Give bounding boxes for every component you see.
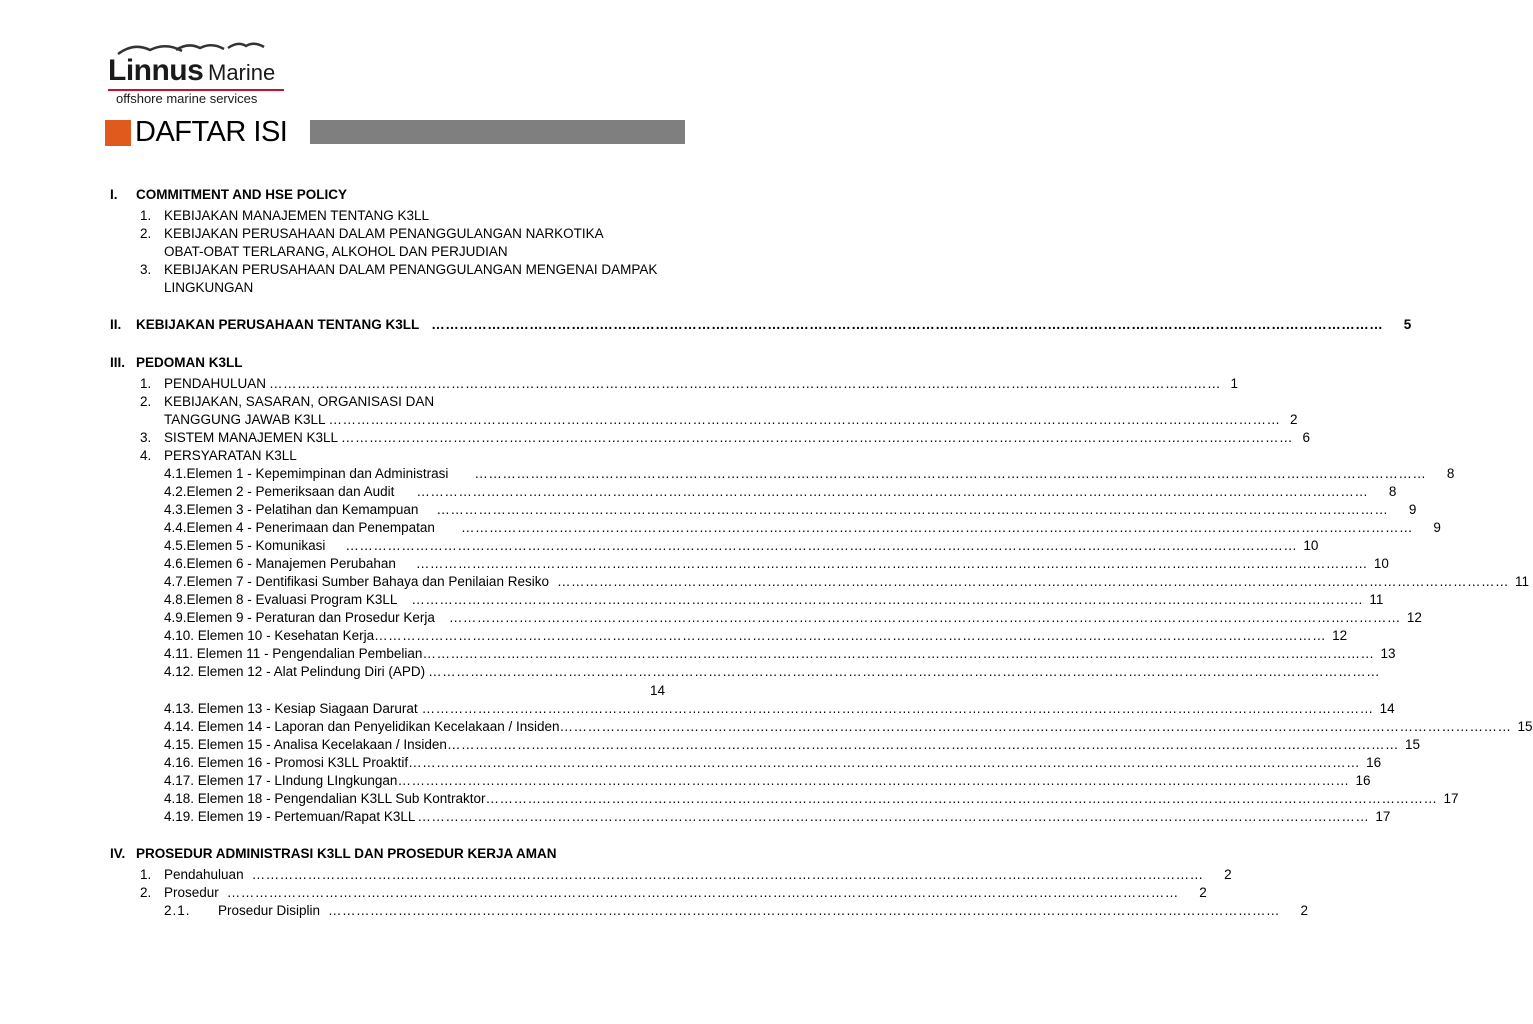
toc-entry-text: 4.15. Elemen 15 - Analisa Kecelakaan / Insiden — [164, 737, 447, 752]
toc-entry-text: Pendahuluan — [164, 867, 244, 882]
toc-entry-text: 4.6.Elemen 6 - Manajemen Perubahan — [164, 556, 396, 571]
leader-dots: …………………………………………………………………………………………………………………………………………………………………………………… — [269, 376, 1222, 391]
page-number: 11 — [1514, 574, 1529, 589]
heading-grey-bar — [310, 120, 685, 144]
toc-entry[interactable] — [164, 591, 1384, 609]
toc-entry[interactable] — [164, 465, 1455, 483]
toc-entry-text: 4.3.Elemen 3 - Pelatihan dan Kemampuan — [164, 502, 419, 517]
page-number: 10 — [1373, 556, 1389, 571]
section-title: KEBIJAKAN PERUSAHAAN TENTANG K3LL — [136, 317, 420, 332]
toc-entry-text: 4.14. Elemen 14 - Laporan dan Penyelidikan Kecelakaan / Insiden — [164, 719, 560, 734]
toc-entry[interactable] — [164, 772, 1371, 790]
toc-entry-text: LINGKUNGAN — [164, 280, 254, 295]
toc-entry[interactable] — [164, 808, 1391, 826]
item-number: 2. — [140, 226, 152, 241]
leader-dots: …………………………………………………………………………………………………………………………………………………………………………………… — [328, 412, 1281, 427]
page-number: 15 — [1404, 737, 1420, 752]
toc-entry[interactable] — [164, 645, 1396, 663]
leader-dots: …………………………………………………………………………………………………………………………………………………………………………………… — [431, 317, 1384, 332]
leader-dots: …………………………………………………………………………………………………………………………………………………………………………………… — [411, 592, 1364, 607]
toc-entry-text: 4.5.Elemen 5 - Komunikasi — [164, 538, 326, 553]
page-number: 8 — [1388, 484, 1397, 499]
page-number: 10 — [1303, 538, 1319, 553]
section-title: PROSEDUR ADMINISTRASI K3LL DAN PROSEDUR KERJA AMAN — [136, 846, 557, 861]
toc-entry[interactable] — [164, 718, 1533, 736]
company-logo — [104, 38, 294, 110]
toc-entry[interactable] — [164, 754, 1382, 772]
logo-brand: Linnus — [108, 54, 204, 87]
logo-tagline: offshore marine services — [116, 91, 258, 106]
leader-dots: …………………………………………………………………………………………………………………………………………………………………………………… — [448, 610, 1401, 625]
toc-section-row[interactable] — [136, 316, 1412, 334]
item-number: 2. — [140, 885, 152, 900]
toc-entry-text: 4.1.Elemen 1 - Kepemimpinan dan Administrasi — [164, 466, 449, 481]
toc-entry-text: Prosedur Disiplin — [218, 903, 321, 918]
item-number: 1. — [140, 208, 152, 223]
leader-dots: …………………………………………………………………………………………………………………………………………………………………………………… — [374, 628, 1327, 643]
toc-entry[interactable] — [164, 537, 1319, 555]
logo-brand-secondary: Marine — [208, 60, 276, 85]
toc-entry-text: 4.4.Elemen 4 - Penerimaan dan Penempatan — [164, 520, 435, 535]
page-number: 14 — [1379, 701, 1395, 716]
toc-entry[interactable] — [164, 411, 1298, 429]
toc-entry[interactable] — [164, 627, 1348, 645]
toc-entry[interactable] — [164, 609, 1422, 627]
section-title: COMMITMENT AND HSE POLICY — [136, 187, 347, 202]
toc-entry[interactable] — [164, 375, 1239, 393]
toc-entry-text: SISTEM MANAJEMEN K3LL — [164, 430, 339, 445]
toc-entry-text: 4.18. Elemen 18 - Pengendalian K3LL Sub Kontraktor — [164, 791, 486, 806]
toc-entry-text: PERSYARATAN K3LL — [164, 448, 297, 463]
toc-entry[interactable] — [164, 483, 1397, 501]
page-number: 2 — [1224, 867, 1232, 882]
page-number: 16 — [1366, 755, 1382, 770]
item-number: 1. — [140, 867, 152, 882]
item-number: 1. — [140, 376, 152, 391]
toc-entry[interactable] — [164, 429, 1311, 447]
toc-entry-text: 4.2.Elemen 2 - Pemeriksaan dan Audit — [164, 484, 395, 499]
page-number: 17 — [1443, 791, 1459, 806]
toc-entry-text: 4.10. Elemen 10 - Kesehatan Kerja — [164, 628, 375, 643]
page-number: 12 — [1332, 628, 1348, 643]
toc-entry-text: 4.7.Elemen 7 - Dentifikasi Sumber Bahaya dan Penilaian Resiko — [164, 574, 549, 589]
leader-dots: …………………………………………………………………………………………………………………………………………………………………………………… — [408, 755, 1361, 770]
section-number: IV. — [110, 846, 126, 861]
leader-dots: …………………………………………………………………………………………………………………………………………………………………………………… — [446, 737, 1399, 752]
toc-entry-text: 4.13. Elemen 13 - Kesiap Siagaan Darurat — [164, 701, 418, 716]
item-number: 2. — [140, 394, 152, 409]
toc-entry-text: 4.11. Elemen 11 - Pengendalian Pembelian — [164, 646, 423, 661]
leader-dots: …………………………………………………………………………………………………………………………………………………………………………………… — [474, 466, 1427, 481]
page-number: 6 — [1302, 430, 1311, 445]
toc-entry-text: KEBIJAKAN MANAJEMEN TENTANG K3LL — [164, 208, 430, 223]
toc-entry-text: PENDAHULUAN — [164, 376, 267, 391]
page-number: 2 — [1290, 412, 1298, 427]
toc-entry[interactable] — [164, 884, 1207, 902]
toc-entry-text: 4.19. Elemen 19 - Pertemuan/Rapat K3LL — [164, 809, 416, 824]
leader-dots: …………………………………………………………………………………………………………………………………………………………………………………… — [417, 809, 1370, 824]
toc-entry[interactable] — [164, 790, 1459, 808]
leader-dots: …………………………………………………………………………………………………………………………………………………………………………………… — [415, 556, 1368, 571]
toc-entry[interactable] — [164, 700, 1395, 718]
toc-entry-text: KEBIJAKAN, SASARAN, ORGANISASI DAN — [164, 394, 435, 409]
leader-dots: …………………………………………………………………………………………………………………………………………………………………………………… — [341, 430, 1294, 445]
leader-dots: …………………………………………………………………………………………………………………………………………………………………………………… — [485, 791, 1438, 806]
leader-dots: …………………………………………………………………………………………………………………………………………………………………………………… — [345, 538, 1298, 553]
toc-entry-text: 4.16. Elemen 16 - Promosi K3LL Proaktif — [164, 755, 409, 770]
page-number: 15 — [1517, 719, 1533, 734]
toc-entry[interactable] — [164, 501, 1417, 519]
section-number: III. — [110, 355, 126, 370]
page-number: 5 — [1403, 317, 1412, 332]
page-number: 9 — [1433, 520, 1441, 535]
page-number: 9 — [1408, 502, 1417, 517]
heading-accent-square — [105, 120, 131, 146]
page-number: 2 — [1300, 903, 1309, 918]
leader-dots: …………………………………………………………………………………………………………………………………………………………………………………… — [422, 646, 1375, 661]
leader-dots: …………………………………………………………………………………………………………………………………………………………………………………… — [251, 867, 1204, 882]
leader-dots: …………………………………………………………………………………………………………………………………………………………………………………… — [328, 903, 1281, 918]
section-number: I. — [110, 187, 118, 202]
toc-entry-text: KEBIJAKAN PERUSAHAAN DALAM PENANGGULANGAN NARKOTIKA — [164, 226, 604, 241]
page-number: 11 — [1369, 592, 1384, 607]
leader-dots: …………………………………………………………………………………………………………………………………………………………………………………… — [559, 719, 1512, 734]
toc-entry[interactable] — [164, 866, 1232, 884]
page-number: 13 — [1380, 646, 1396, 661]
page-number: 12 — [1406, 610, 1422, 625]
toc-entry-text: 4.9.Elemen 9 - Peraturan dan Prosedur Kerja — [164, 610, 435, 625]
page-number: 2 — [1199, 885, 1207, 900]
section-title: PEDOMAN K3LL — [136, 355, 243, 370]
page-number: 17 — [1375, 809, 1391, 824]
page-number: 1 — [1230, 376, 1239, 391]
section-number: II. — [110, 317, 122, 332]
toc-entry-text: 4.12. Elemen 12 - Alat Pelindung Diri (APD) — [164, 664, 426, 679]
leader-dots: …………………………………………………………………………………………………………………………………………………………………………………… — [226, 885, 1179, 900]
toc-entry-text: TANGGUNG JAWAB K3LL — [164, 412, 326, 427]
toc-entry-text: 4.17. Elemen 17 - LIndung LIngkungan — [164, 773, 398, 788]
item-number: 3. — [140, 430, 152, 445]
page-title: DAFTAR ISI — [135, 116, 288, 148]
leader-dots: …………………………………………………………………………………………………………………………………………………………………………………… — [436, 502, 1389, 517]
item-number: 3. — [140, 262, 152, 277]
page-heading — [105, 116, 685, 150]
leader-dots: …………………………………………………………………………………………………………………………………………………………………………………… — [397, 773, 1350, 788]
toc-entry-text: KEBIJAKAN PERUSAHAAN DALAM PENANGGULANGAN MENGENAI DAMPAK — [164, 262, 658, 277]
leader-dots: …………………………………………………………………………………………………………………………………………………………………………………… — [460, 520, 1413, 535]
leader-dots: …………………………………………………………………………………………………………………………………………………………………………………… — [421, 701, 1374, 716]
toc-entry[interactable] — [218, 902, 1309, 920]
leader-dots: …………………………………………………………………………………………………………………………………………………………………………………… — [428, 664, 1381, 679]
page-number: 8 — [1446, 466, 1455, 481]
item-number: 2.1. — [164, 903, 191, 918]
toc-entry[interactable] — [164, 736, 1420, 754]
page-number: 16 — [1355, 773, 1371, 788]
toc-entry-text: OBAT-OBAT TERLARANG, ALKOHOL DAN PERJUDIAN — [164, 244, 508, 259]
toc-entry[interactable] — [164, 555, 1389, 573]
item-number: 4. — [140, 448, 152, 463]
toc-entry[interactable] — [164, 519, 1441, 537]
leader-dots: …………………………………………………………………………………………………………………………………………………………………………………… — [556, 574, 1509, 589]
toc-entry-text: Prosedur — [164, 885, 219, 900]
toc-entry-text: 4.8.Elemen 8 - Evaluasi Program K3LL — [164, 592, 398, 607]
toc-entry[interactable] — [164, 573, 1529, 591]
leader-dots: …………………………………………………………………………………………………………………………………………………………………………………… — [416, 484, 1369, 499]
page-number: 14 — [650, 683, 666, 698]
toc-entry[interactable] — [164, 663, 1381, 681]
